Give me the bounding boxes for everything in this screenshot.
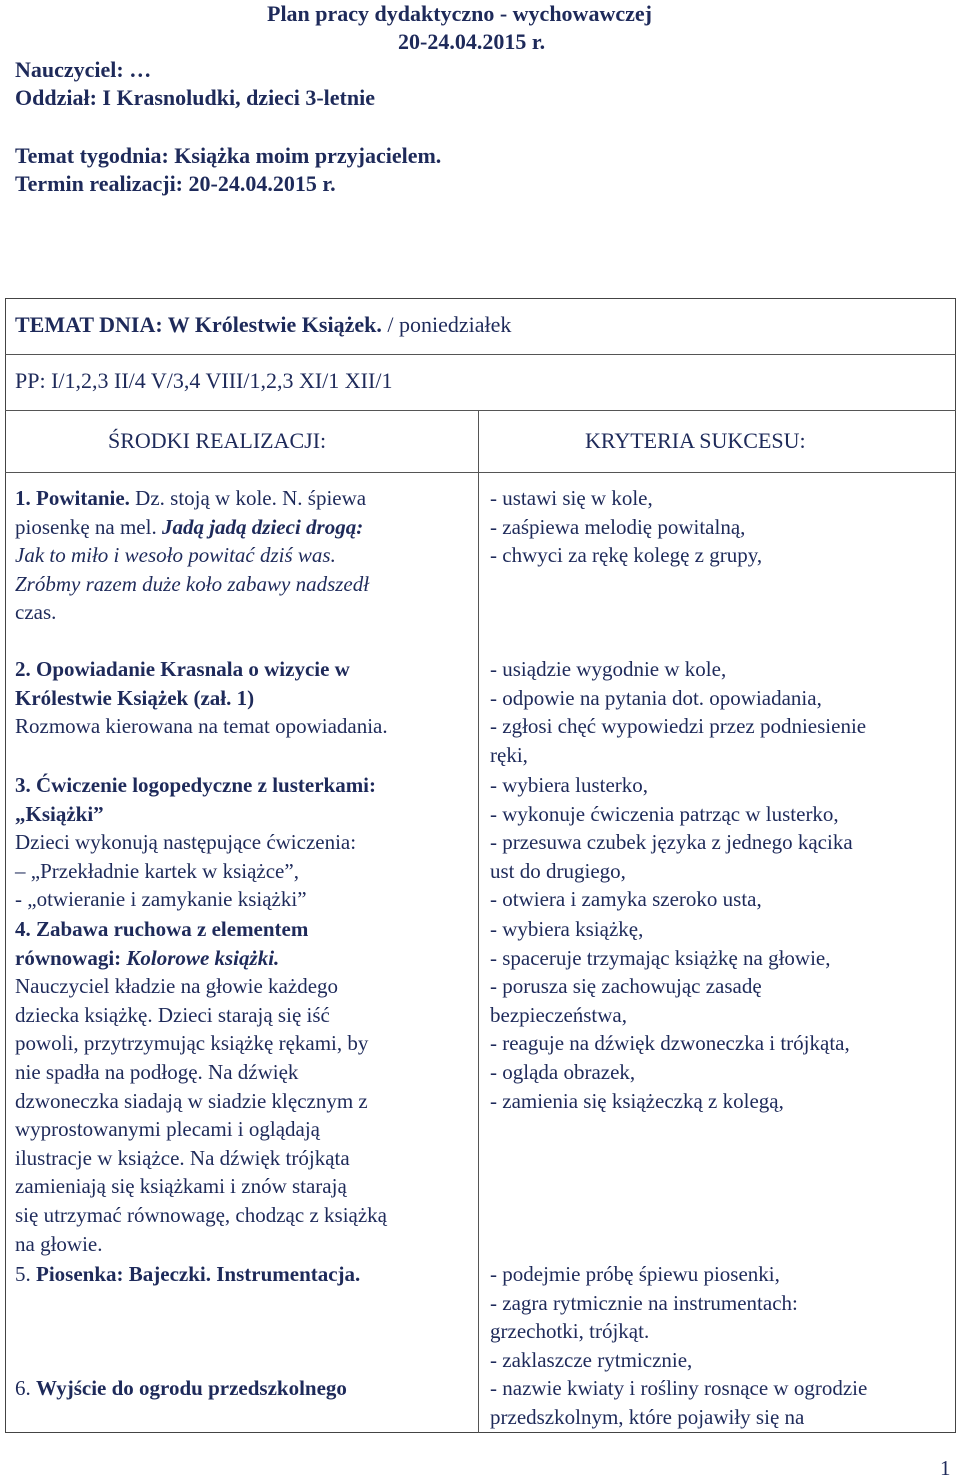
means-line — [15, 1172, 387, 1201]
column-divider — [478, 410, 479, 1433]
criteria-cell — [490, 655, 866, 769]
means-line — [15, 972, 387, 1001]
text-run: dzwoneczka siadają w siadzie klęcznym z — [15, 1088, 368, 1113]
day-topic-rest: / poniedziałek — [381, 312, 512, 337]
week-topic: Temat tygodnia: Książka moim przyjacielem. — [15, 143, 442, 168]
means-line — [15, 684, 388, 713]
text-run: 4. Zabawa ruchowa z elementem — [15, 917, 309, 941]
criteria-line: - wykonuje ćwiczenia patrząc w lusterko, — [490, 801, 839, 826]
means-line — [15, 1029, 387, 1058]
criteria-line: - otwiera i zamyka szeroko usta, — [490, 887, 762, 912]
means-line — [15, 1058, 387, 1087]
means-line — [15, 1087, 387, 1116]
criteria-line: - ogląda obrazek, — [490, 1059, 636, 1084]
criteria-cell — [490, 484, 762, 570]
means-line — [15, 655, 388, 684]
criteria-line: - zamienia się książeczką z kolegą, — [490, 1088, 784, 1113]
text-run: się utrzymać równowagę, chodząc z książką — [15, 1202, 387, 1227]
criteria-line: - usiądzie wygodnie w kole, — [490, 657, 727, 681]
text-run: na głowie. — [15, 1231, 103, 1256]
means-line — [15, 771, 376, 800]
text-run: Jak to miło i wesoło powitać dziś was. — [15, 543, 336, 568]
means-line — [15, 885, 376, 914]
text-run: – „Przekładnie kartek w książce”, — [15, 858, 299, 883]
criteria-line: - reaguje na dźwięk dzwoneczka i trójkąta, — [490, 1031, 850, 1056]
plan-title: Plan pracy dydaktyczno - wychowawczej — [267, 1, 652, 26]
criteria-line: przedszkolnym, które pojawiły się na — [490, 1404, 805, 1429]
means-cell — [15, 655, 388, 741]
criteria-line: ust do drugiego, — [490, 858, 626, 883]
day-topic-bold: TEMAT DNIA: W Królestwie Książek. — [15, 312, 382, 337]
criteria-line: - porusza się zachowując zasadę — [490, 974, 762, 999]
pp-line: PP: I/1,2,3 II/4 V/3,4 VIII/1,2,3 XI/1 XII/1 — [15, 368, 393, 393]
means-line — [15, 1115, 387, 1144]
text-run: ilustracje w książce. Na dźwięk trójkąta — [15, 1145, 350, 1170]
criteria-cell — [490, 771, 853, 914]
text-run: Dz. stoją w kole. N. śpiewa — [129, 486, 367, 510]
text-run: nie spadła na podłogę. Na dźwięk — [15, 1059, 299, 1084]
text-run: 5. — [15, 1262, 36, 1286]
means-line — [15, 1144, 387, 1173]
criteria-line: - przesuwa czubek języka z jednego kącika — [490, 830, 853, 855]
term-line: Termin realizacji: 20-24.04.2015 r. — [15, 171, 336, 196]
text-run: Rozmowa kierowana na temat opowiadania. — [15, 714, 388, 739]
text-run: wyprostowanymi plecami i oglądają — [15, 1117, 321, 1142]
criteria-line: - podejmie próbę śpiewu piosenki, — [490, 1262, 780, 1286]
text-run: 1. Powitanie. — [15, 486, 130, 510]
means-line — [15, 1374, 347, 1403]
means-line — [15, 857, 376, 886]
criteria-line: - zaklaszcze rytmicznie, — [490, 1347, 693, 1372]
text-run: „Książki” — [15, 801, 104, 826]
text-run: Jadą jadą dzieci drogą: — [161, 514, 364, 539]
text-run: piosenkę na mel. — [15, 514, 162, 539]
criteria-cell — [490, 915, 850, 1115]
plan-date: 20-24.04.2015 r. — [398, 29, 546, 54]
table-rule — [5, 354, 956, 355]
col-header-means: ŚRODKI REALIZACJI: — [108, 428, 327, 453]
text-run: Królestwie Książek (zał. 1) — [15, 685, 255, 710]
means-line — [15, 570, 369, 599]
criteria-line: - zagra rytmicznie na instrumentach: — [490, 1290, 798, 1315]
criteria-cell — [490, 1260, 798, 1374]
criteria-line: - zaśpiewa melodię powitalną, — [490, 514, 746, 539]
means-line — [15, 828, 376, 857]
criteria-line: ręki, — [490, 742, 528, 767]
criteria-line: - chwyci za rękę kolegę z grupy, — [490, 543, 763, 568]
means-line — [15, 484, 369, 513]
means-line — [15, 1260, 360, 1289]
means-line — [15, 1001, 387, 1030]
teacher-line: Nauczyciel: … — [15, 57, 152, 82]
text-run: równowagi: — [15, 945, 127, 970]
col-header-criteria: KRYTERIA SUKCESU: — [585, 428, 806, 453]
criteria-line: - wybiera lusterko, — [490, 773, 649, 797]
table-rule — [5, 410, 956, 411]
text-run: 6. — [15, 1376, 36, 1400]
criteria-line: grzechotki, trójkąt. — [490, 1319, 650, 1344]
means-line — [15, 598, 369, 627]
means-cell — [15, 1374, 347, 1403]
day-topic — [15, 311, 511, 340]
text-run: czas. — [15, 600, 57, 625]
text-run: Zróbmy razem duże koło zabawy nadszedł — [15, 571, 370, 596]
criteria-line: bezpieczeństwa, — [490, 1002, 628, 1027]
means-line — [15, 1201, 387, 1230]
criteria-line: - wybiera książkę, — [490, 917, 644, 941]
text-run: Piosenka: Bajeczki. Instrumentacja. — [36, 1262, 361, 1286]
means-line — [15, 800, 376, 829]
means-cell — [15, 915, 387, 1258]
text-run: 2. Opowiadanie Krasnala o wizycie w — [15, 657, 350, 681]
page-number: 1 — [940, 1456, 951, 1480]
criteria-line: - odpowie na pytania dot. opowiadania, — [490, 685, 822, 710]
table-rule — [5, 472, 956, 473]
text-run: Dzieci wykonują następujące ćwiczenia: — [15, 830, 357, 855]
criteria-line: - ustawi się w kole, — [490, 486, 653, 510]
criteria-line: - zgłosi chęć wypowiedzi przez podniesienie — [490, 714, 867, 739]
means-line — [15, 944, 387, 973]
text-run: Kolorowe książki. — [126, 945, 280, 970]
text-run: 3. Ćwiczenie logopedyczne z lusterkami: — [15, 773, 377, 797]
means-line — [15, 712, 388, 741]
text-run: Wyjście do ogrodu przedszkolnego — [36, 1376, 347, 1400]
text-run: - „otwieranie i zamykanie książki” — [15, 887, 307, 912]
group-line: Oddział: I Krasnoludki, dzieci 3-letnie — [15, 85, 375, 110]
means-cell — [15, 771, 376, 914]
text-run: dziecka książkę. Dzieci starają się iść — [15, 1002, 330, 1027]
means-cell — [15, 1260, 360, 1289]
means-line — [15, 915, 387, 944]
means-line — [15, 513, 369, 542]
criteria-line: - spaceruje trzymając książkę na głowie, — [490, 945, 831, 970]
criteria-line: - nazwie kwiaty i rośliny rosnące w ogrodzie — [490, 1376, 868, 1400]
text-run: zamieniają się książkami i znów starają — [15, 1174, 347, 1199]
text-run: Nauczyciel kładzie na głowie każdego — [15, 974, 339, 999]
means-cell — [15, 484, 369, 627]
criteria-cell — [490, 1374, 867, 1431]
means-line — [15, 541, 369, 570]
means-line — [15, 1230, 387, 1259]
text-run: powoli, przytrzymując książkę rękami, by — [15, 1031, 369, 1056]
